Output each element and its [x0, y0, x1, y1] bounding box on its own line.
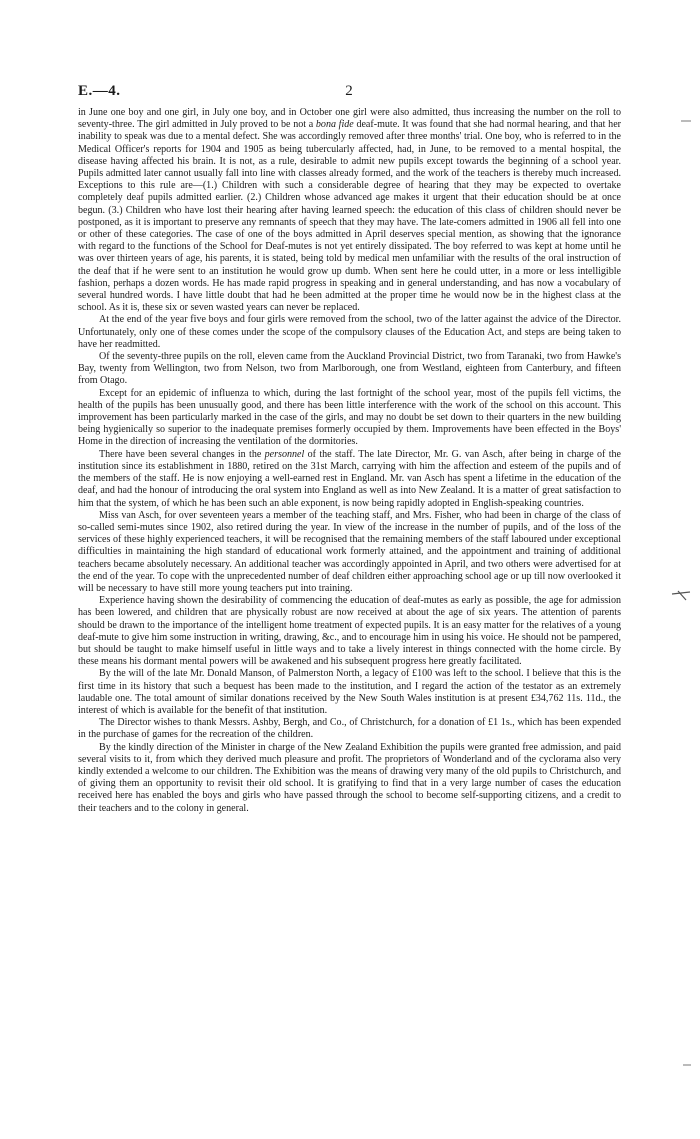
paragraph: By the kindly direction of the Minister in charge of the New Zealand Exhibition the pupils were granted free admission, and paid several visits to it, from which they derived much pleasure and profit. The proprietors of Wonderland and of the cyclorama also very kindly extended a welcome to our children. The Exhibition was the means of drawing very many of the old pupils to Christchurch, and of giving them an opportunity to revisit their old school. It is gratifying to find that in a very large number of cases the education received here has enabled the boys and girls who have passed through the school to become self-supporting citizens, and a credit to their teachers and to the colony in general.: [78, 741, 621, 814]
paragraph: At the end of the year five boys and four girls were removed from the school, two of the latter against the advice of the Director. Unfortunately, only one of these comes under the scope of the compulsory clauses of the Education Act, and steps are being taken to have her readmitted.: [78, 314, 621, 350]
margin-tick-mark: [682, 1062, 692, 1068]
paragraph: in June one boy and one girl, in July one boy, and in October one girl were also admitted, thus increasing the number on the roll to seventy-three. The girl admitted in July proved to be not a bona fide deaf-mute. It was found that she had normal hearing, and that her inability to speak was due to a mental defect. She was accordingly removed after three months' trial. One boy, who is referred to in the Medical Officer's reports for 1904 and 1905 as being tubercularly affected, had, in June, to be removed to a mental hospital, the disease having affected his brain. It is not, as a rule, desirable to admit new pupils except towards the beginning of a school year. Pupils admitted later cannot usually fall into line with classes already formed, and the work of the teachers is thereby much increased. Exceptions to this rule are—(1.) Children with such a considerable degree of hearing that they may be expected to overtake completely deaf pupils admitted earlier. (2.) Children whose advanced age makes it urgent that their education should be at once begun. (3.) Children who have lost their hearing after having learned speech: the education of this class of children should never be postponed, as it is important to preserve any remnants of speech that they may have. The late-comers admitted in 1906 all fell into one or other of these categories. The case of one of the boys admitted in April deserves special mention, as showing that the ignorance with regard to the functions of the School for Deaf-mutes is not yet entirely dissipated. The boy referred to was kept at home until he was over thirteen years of age, his parents, it is stated, being told by medical men unfamiliar with the results of the oral instruction of the deaf that if he were sent to an institution he would grow up dumb. When sent here he could utter, in a more or less intelligible fashion, perhaps a dozen words. He has made rapid progress in speaking and in general understanding, and has now a vocabulary of several hundred words. I have little doubt that had he been admitted at the proper time he would now be in the highest class at the school. As it is, these six or seven wasted years can never be replaced.: [78, 107, 621, 314]
page-header: [78, 83, 620, 103]
paragraph: Of the seventy-three pupils on the roll, eleven came from the Auckland Provincial District, two from Taranaki, two from Hawke's Bay, twenty from Wellington, two from Nelson, two from Marlborough, one from Westland, eighteen from Canterbury, and fifteen from Otago.: [78, 351, 621, 387]
report-code: E.—4.: [78, 83, 121, 99]
paragraph: The Director wishes to thank Messrs. Ashby, Bergh, and Co., of Christchurch, for a donation of £1 1s., which has been expended in the purchase of games for the recreation of the children.: [78, 717, 621, 741]
paragraph: Except for an epidemic of influenza to which, during the last fortnight of the school year, most of the pupils fell victims, the health of the pupils has been unusually good, and there has been little interference with the work of the school on this account. This improvement has been particularly marked in the case of the girls, and may no doubt be set down to their quarters in the new building being hygienically so superior to the inadequate premises formerly occupied by them. Improvements have been effected in the Boys' Home in the direction of increasing the ventilation of the dormitories.: [78, 387, 621, 448]
paragraph: There have been several changes in the personnel of the staff. The late Director, Mr. G. van Asch, after being in charge of the institution since its establishment in 1880, retired on the 31st March, carrying with him the affection and esteem of the pupils and of the members of the staff. He is now enjoying a well-earned rest in England. Mr. van Asch has spent a lifetime in the education of the deaf, and had the honour of introducing the oral system into England as well as into New Zealand. It is a matter of great satisfaction to him that the system, of which he has been such an able exponent, is now being rapidly adopted in English-speaking countries.: [78, 448, 621, 509]
page-number: 2: [345, 83, 353, 99]
paragraph: Experience having shown the desirability of commencing the education of deaf-mutes as early as possible, the age for admission has been lowered, and children that are physically robust are now received at about the age of six years. The attention of parents should be drawn to the importance of the intelligent home treatment of expected pupils. It is an easy matter for the relatives of a young deaf-mute to give him some instruction in writing, drawing, &c., and to encourage him in using his voice. He should not be pampered, but should be taught to make himself useful in little ways and to take a lively interest in things connected with the home circle. By these means his dormant mental powers will be awakened and his subsequent progress here greatly facilitated.: [78, 595, 621, 668]
margin-tick-mark: [680, 118, 692, 124]
margin-pencil-mark: [670, 588, 694, 602]
report-body: [78, 107, 621, 815]
paragraph: By the will of the late Mr. Donald Manson, of Palmerston North, a legacy of £100 was left to the school. I believe that this is the first time in its history that such a bequest has been made to the institution, and I regard the action of the testator as an extremely laudable one. The total amount of similar donations received by the New South Wales institution is at present £34,762 11s. 11d., the interest of which is available for the benefit of that institution.: [78, 668, 621, 716]
paragraph: Miss van Asch, for over seventeen years a member of the teaching staff, and Mrs. Fisher, who had been in charge of the class of so-called semi-mutes since 1902, also retired during the year. In view of the increase in the number of pupils, and of the loss of the services of these highly experienced teachers, it will be recognised that the remaining members of the staff laboured under exceptional difficulties in maintaining the high standard of educational work formerly attained, and the appointment and training of additional teachers became absolutely necessary. An additional teacher was accordingly appointed in April, and two others were advertised for at the end of the year. To cope with the unprecedented number of deaf children either approaching school age or up till now overlooked it will be necessary to have still more young teachers put into training.: [78, 509, 621, 594]
